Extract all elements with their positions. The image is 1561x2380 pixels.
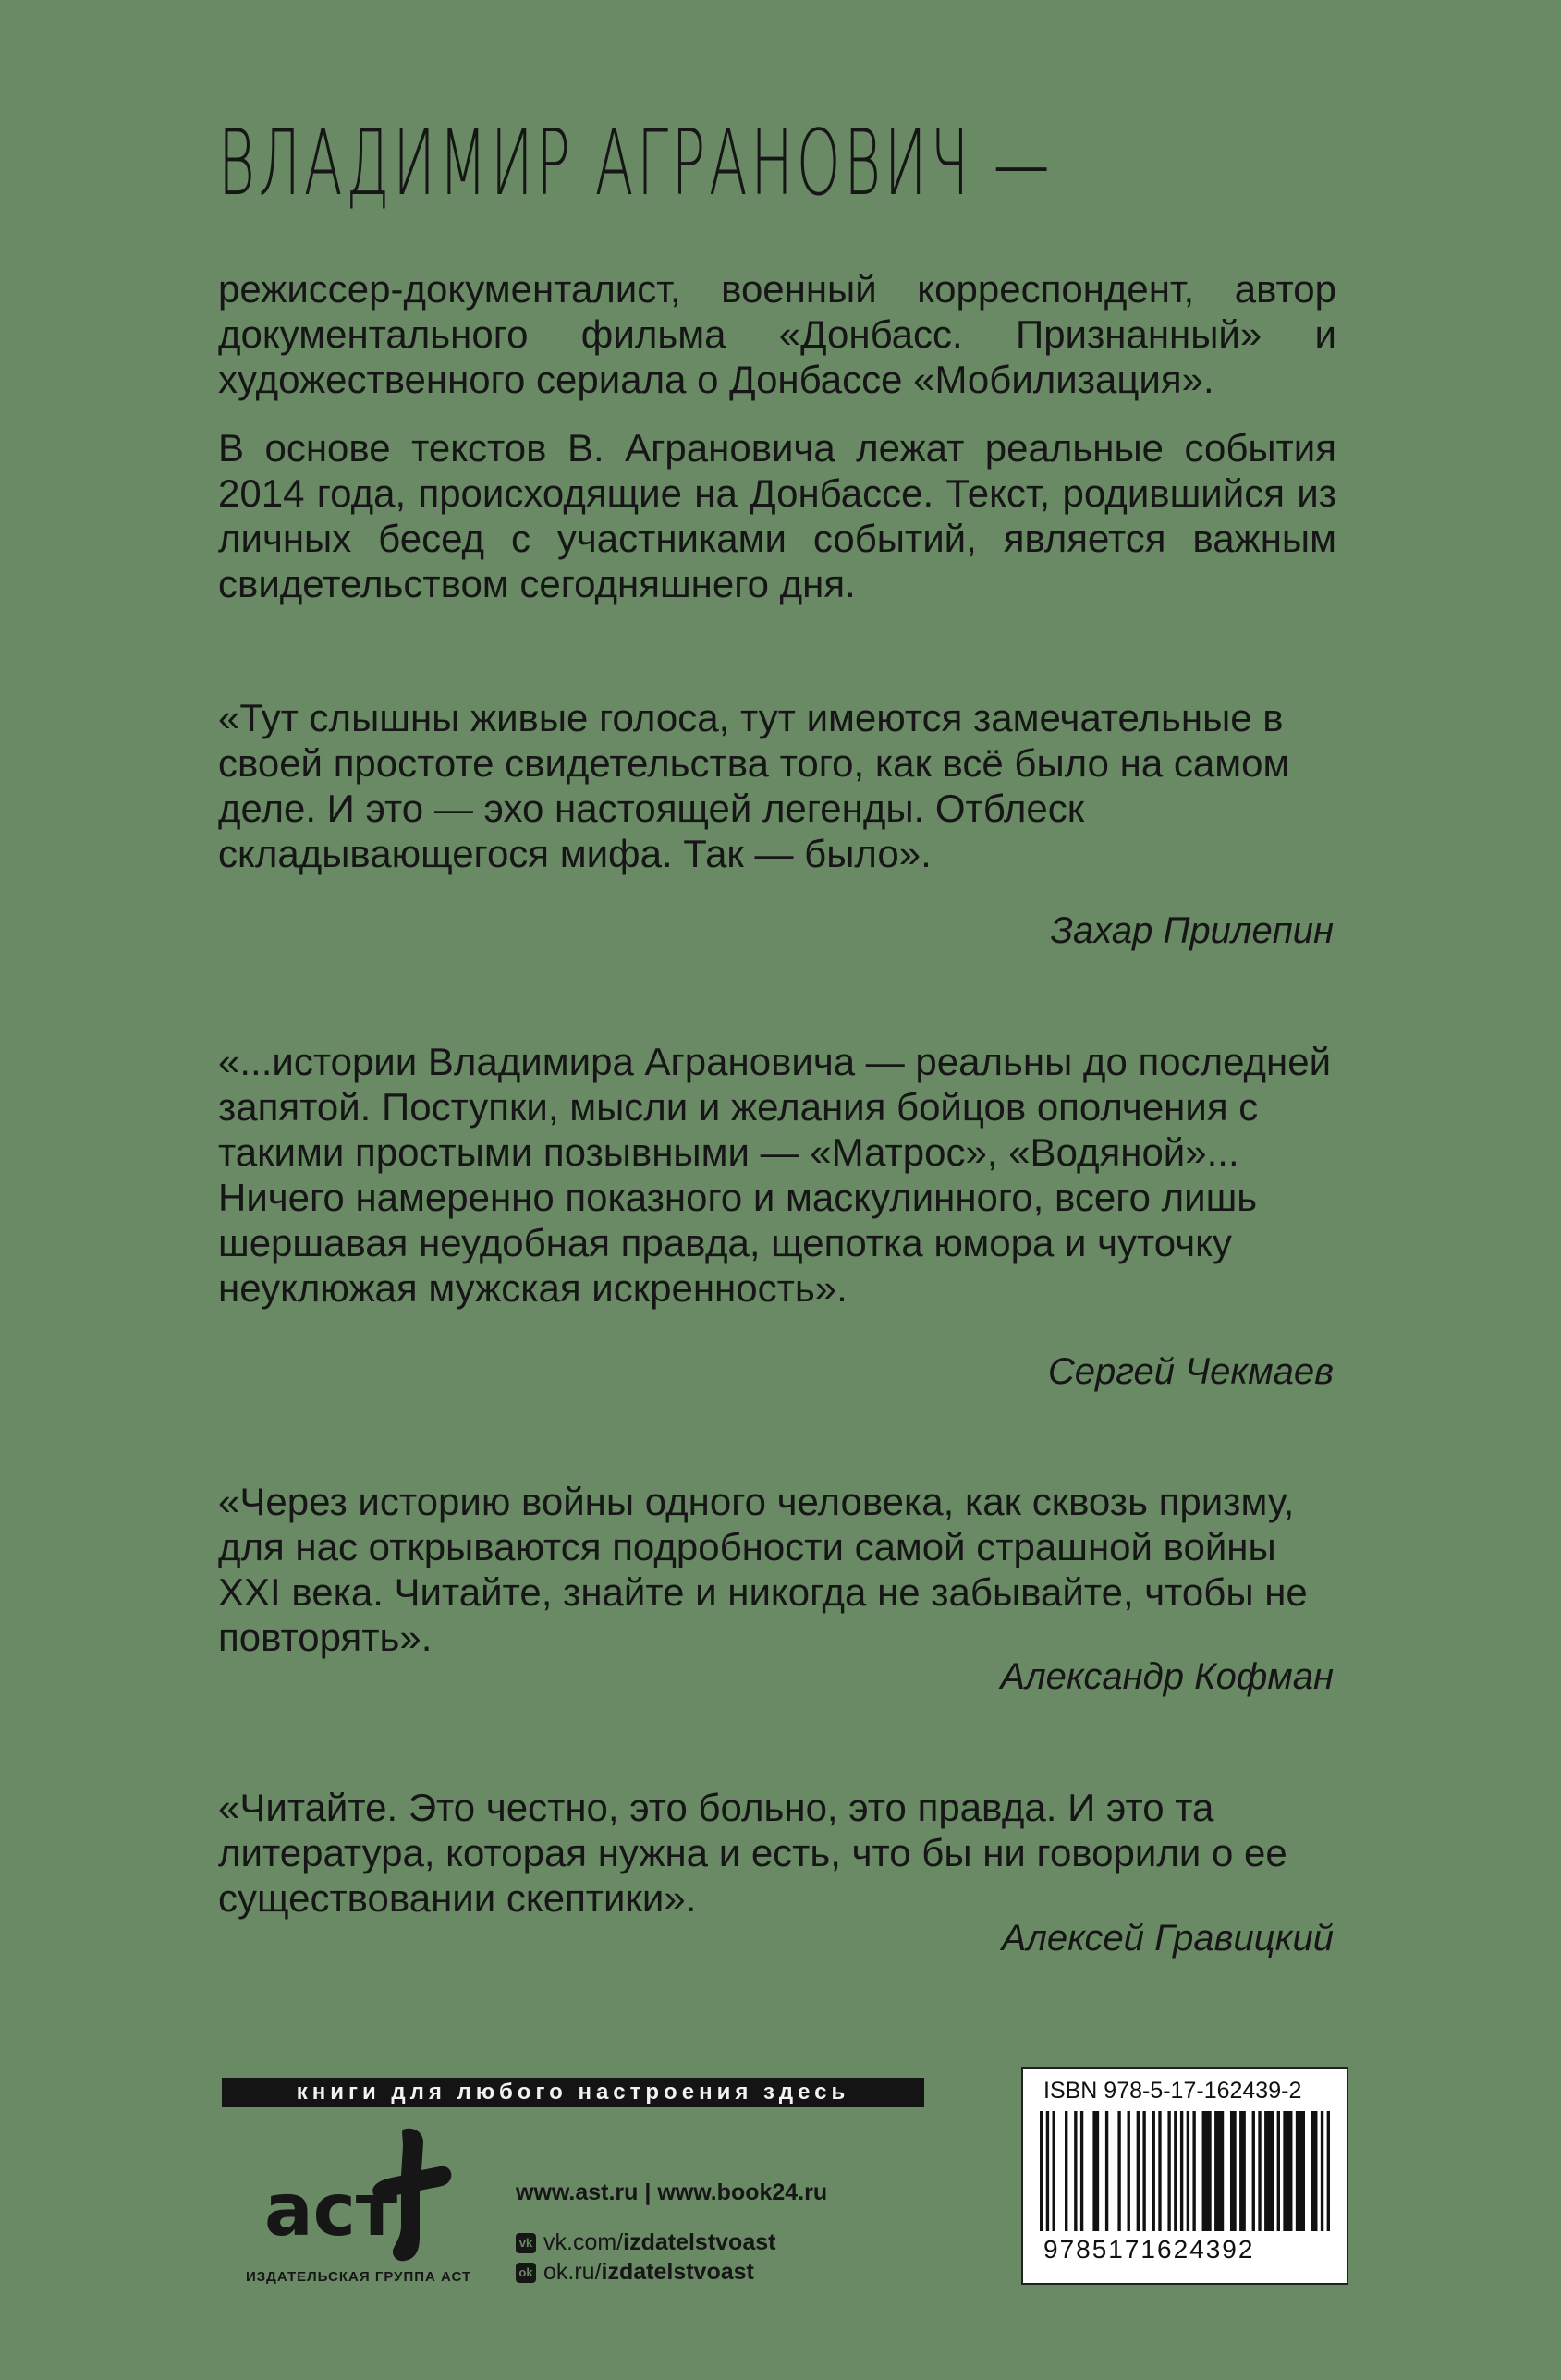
review-quote-1: «Тут слышны живые голоса, тут имеются замечательные в своей простоте свидетельства того, как всё было на самом деле. И это — эхо настоящей легенды. Отблеск складывающегося мифа. Так — было». — [218, 696, 1290, 875]
barcode-bar — [1040, 2111, 1043, 2231]
ok-icon: ok — [516, 2263, 536, 2283]
publisher-websites[interactable]: www.ast.ru | www.book24.ru — [516, 2179, 828, 2205]
vk-prefix: vk.com/ — [543, 2229, 624, 2255]
barcode-bar — [1152, 2111, 1155, 2231]
barcode-bars — [1040, 2111, 1330, 2231]
barcode-bar — [1311, 2111, 1318, 2231]
barcode-bar — [1046, 2111, 1049, 2231]
publisher-group-name: ИЗДАТЕЛЬСКАЯ ГРУППА АСТ — [246, 2269, 472, 2285]
review-quote-3: «Через историю войны одного человека, как сквозь призму, для нас открываются подробности самой страшной войны XXI века. Читайте, знайте и никогда не забывайте, чтобы не повторять». — [218, 1480, 1308, 1659]
barcode-bar — [1277, 2111, 1280, 2231]
vk-link[interactable] — [516, 2229, 775, 2256]
review-quote-2: «...истории Владимира Аграновича — реальны до последней запятой. Поступки, мысли и желания бойцов ополчения с такими простыми позывными — «Матрос», «Водяной»... Ничего намеренно показного и маскулинного, всего лишь шершавая неудобная правда, щепотка юмора и чуточку неуклюжая мужская искренность». — [218, 1040, 1332, 1310]
review-quote-4: «Читайте. Это честно, это больно, это правда. И это та литература, которая нужна и есть, что бы ни говорили о ее существовании скептики». — [218, 1786, 1287, 1920]
barcode-bar — [1137, 2111, 1140, 2231]
barcode-bar — [1117, 2111, 1120, 2231]
barcode-bar — [1053, 2111, 1055, 2231]
barcode-bar — [1252, 2111, 1255, 2231]
review-author-2: Сергей Чекмаев — [1047, 1351, 1334, 1392]
barcode-bar — [1180, 2111, 1183, 2231]
barcode-bar — [1174, 2111, 1177, 2231]
barcode-bar — [1187, 2111, 1189, 2231]
ok-link[interactable] — [516, 2259, 754, 2286]
barcode-bar — [1264, 2111, 1274, 2231]
barcode-bar — [1167, 2111, 1170, 2231]
barcode-bar — [1065, 2111, 1067, 2231]
barcode-bar — [1296, 2111, 1305, 2231]
isbn-barcode — [1021, 2067, 1348, 2285]
barcode-bar — [1239, 2111, 1246, 2231]
barcode-bar — [1074, 2111, 1077, 2231]
barcode-bar — [1080, 2111, 1083, 2231]
barcode-bar — [1214, 2111, 1224, 2231]
barcode-bar — [1327, 2111, 1330, 2231]
barcode-bar — [1258, 2111, 1261, 2231]
ok-prefix: ok.ru/ — [543, 2259, 602, 2285]
book-description: В основе текстов В. Аграновича лежат реальные события 2014 года, происходящие на Донбассе. Текст, родившийся из личных бесед с участниками событий, является важным свидетельством сегодняшнего дня. — [218, 426, 1336, 605]
isbn-label: ISBN 978-5-17-162439-2 — [1043, 2078, 1302, 2104]
barcode-bar — [1105, 2111, 1108, 2231]
review-author-1: Захар Прилепин — [1050, 910, 1334, 951]
author-bio: режиссер-документалист, военный корреспондент, автор документального фильма «Донбасс. Признанный» и художественного сериала о Донбассе «Мобилизация». — [218, 267, 1336, 401]
barcode-bar — [1158, 2111, 1161, 2231]
barcode-bar — [1230, 2111, 1237, 2231]
review-author-3: Александр Кофман — [1000, 1656, 1334, 1697]
barcode-bar — [1192, 2111, 1195, 2231]
author-name-heading: ВЛАДИМИР АГРАНОВИЧ — — [218, 111, 1054, 216]
ean-digits: 9785171624392 — [1043, 2235, 1255, 2264]
ok-handle: izdatelstvoast — [601, 2259, 754, 2285]
review-author-4: Алексей Гравицкий — [1001, 1918, 1334, 1959]
barcode-bar — [1202, 2111, 1212, 2231]
barcode-bar — [1128, 2111, 1130, 2231]
barcode-bar — [1142, 2111, 1145, 2231]
ast-logo-text: аст — [264, 2169, 398, 2252]
barcode-bar — [1321, 2111, 1323, 2231]
vk-handle: izdatelstvoast — [623, 2229, 776, 2255]
barcode-bar — [1092, 2111, 1099, 2231]
barcode-bar — [1283, 2111, 1292, 2231]
slogan-banner: книги для любого настроения здесь — [222, 2078, 924, 2107]
vk-icon: vk — [516, 2233, 536, 2253]
ast-logo — [248, 2124, 488, 2272]
